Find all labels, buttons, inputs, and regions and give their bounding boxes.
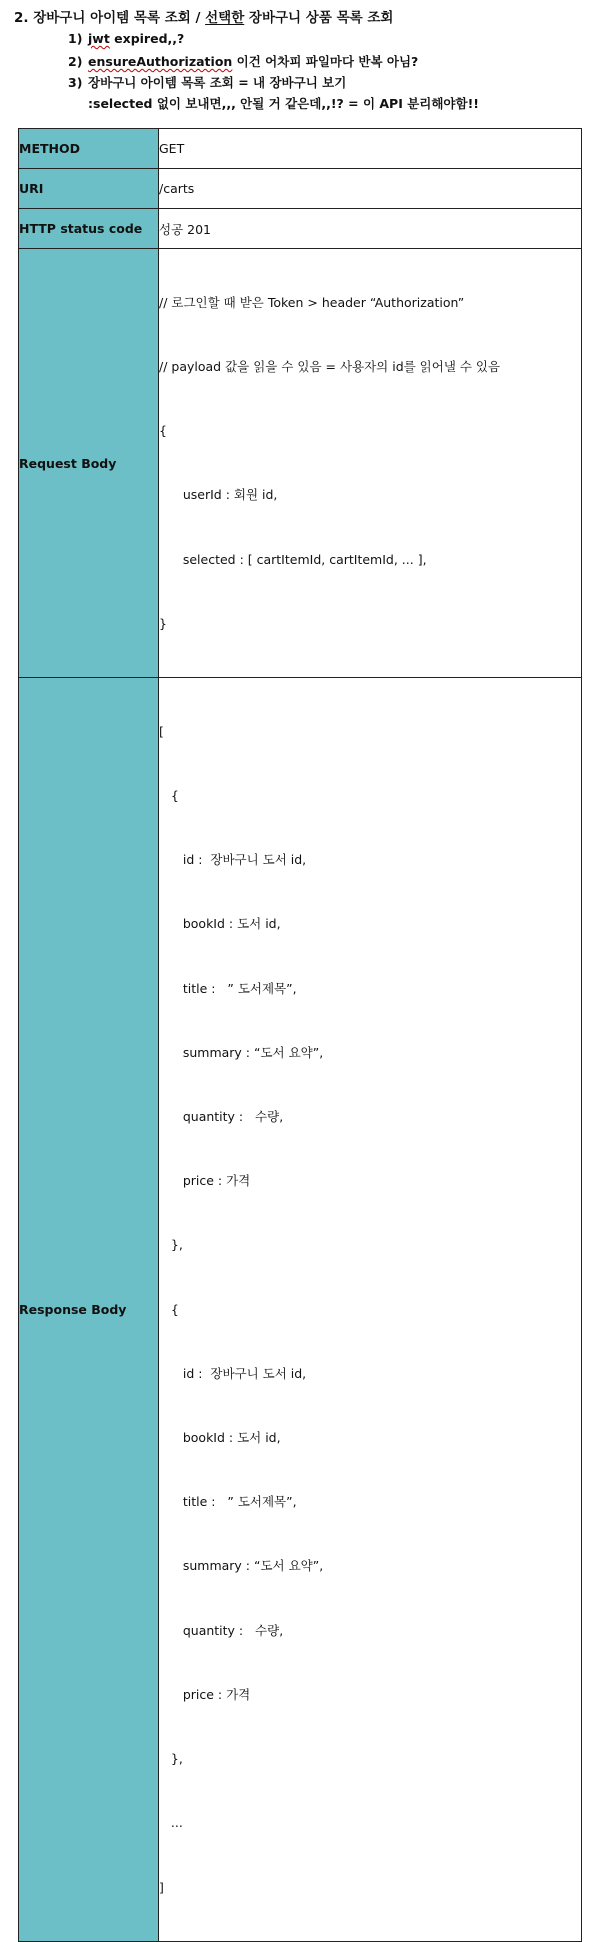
code-line: userId : 회원 id, — [159, 487, 278, 503]
method-label: METHOD — [19, 129, 159, 169]
code-line: { — [159, 788, 179, 804]
code-line: } — [159, 615, 167, 631]
uri-value: /carts — [159, 169, 582, 209]
table-row-method — [19, 129, 582, 169]
code-line: selected : [ cartItemId, cartItemId, ... ], — [159, 551, 427, 567]
code-line: { — [159, 423, 167, 439]
note-1 — [68, 31, 184, 46]
code-line: quantity : 수량, — [159, 1109, 284, 1125]
code-line: quantity : 수량, — [159, 1622, 284, 1638]
heading-prefix: 2. 장바구니 아이템 목록 조회 / — [14, 10, 206, 26]
code-line: ] — [159, 1879, 164, 1895]
note-text: 장바구니 아이템 목록 조회 = 내 장바구니 보기 — [88, 75, 347, 90]
note-3 — [68, 73, 346, 91]
note-number: 3) — [68, 75, 83, 90]
table-row-status — [19, 209, 582, 249]
heading-underlined: 선택한 — [205, 10, 245, 26]
code-line: summary : “도서 요약”, — [159, 1044, 324, 1060]
table-row-response-body — [19, 678, 582, 1942]
note-number: 1) — [68, 31, 83, 46]
status-value: 성공 201 — [159, 209, 582, 249]
code-line: bookId : 도서 id, — [159, 1430, 281, 1446]
request-body-code — [159, 249, 582, 678]
method-value: GET — [159, 129, 582, 169]
code-line: }, — [159, 1237, 183, 1253]
note-text: :selected 없이 보내면,,, 안될 거 같은데,,!? = 이 API 분리해야함!! — [88, 96, 479, 111]
code-line: id : 장바구니 도서 id, — [159, 1365, 307, 1381]
code-line: // 로그인할 때 받은 Token > header “Authorization” — [159, 294, 465, 310]
table-row-request-body — [19, 249, 582, 678]
code-line: title : ” 도서제목”, — [159, 1494, 297, 1510]
note-4 — [88, 94, 479, 112]
code-line: summary : “도서 요약”, — [159, 1558, 324, 1574]
code-line: ... — [159, 1815, 183, 1831]
code-line: id : 장바구니 도서 id, — [159, 852, 307, 868]
api-spec-table — [18, 128, 582, 1942]
note-2 — [68, 52, 418, 70]
code-line: price : 가격 — [159, 1686, 251, 1702]
response-body-code — [159, 678, 582, 1942]
response-body-label: Response Body — [19, 678, 159, 1942]
note-text: 이건 어차피 파일마다 반복 아님? — [232, 54, 419, 69]
note-marked-word: jwt — [88, 31, 110, 46]
note-marked-word: ensureAuthorization — [88, 54, 233, 69]
status-label: HTTP status code — [19, 209, 159, 249]
request-body-label: Request Body — [19, 249, 159, 678]
code-line: title : ” 도서제목”, — [159, 980, 297, 996]
code-line: [ — [159, 723, 164, 739]
table-row-uri — [19, 169, 582, 209]
code-line: price : 가격 — [159, 1173, 251, 1189]
note-number: 2) — [68, 54, 83, 69]
code-line: { — [159, 1301, 179, 1317]
section-heading — [14, 6, 393, 26]
code-line: }, — [159, 1751, 183, 1767]
heading-suffix: 장바구니 상품 목록 조회 — [244, 10, 394, 26]
code-line: bookId : 도서 id, — [159, 916, 281, 932]
code-line: // payload 값을 읽을 수 있음 = 사용자의 id를 읽어낼 수 있음 — [159, 359, 501, 375]
uri-label: URI — [19, 169, 159, 209]
note-text: expired,,? — [109, 31, 185, 46]
